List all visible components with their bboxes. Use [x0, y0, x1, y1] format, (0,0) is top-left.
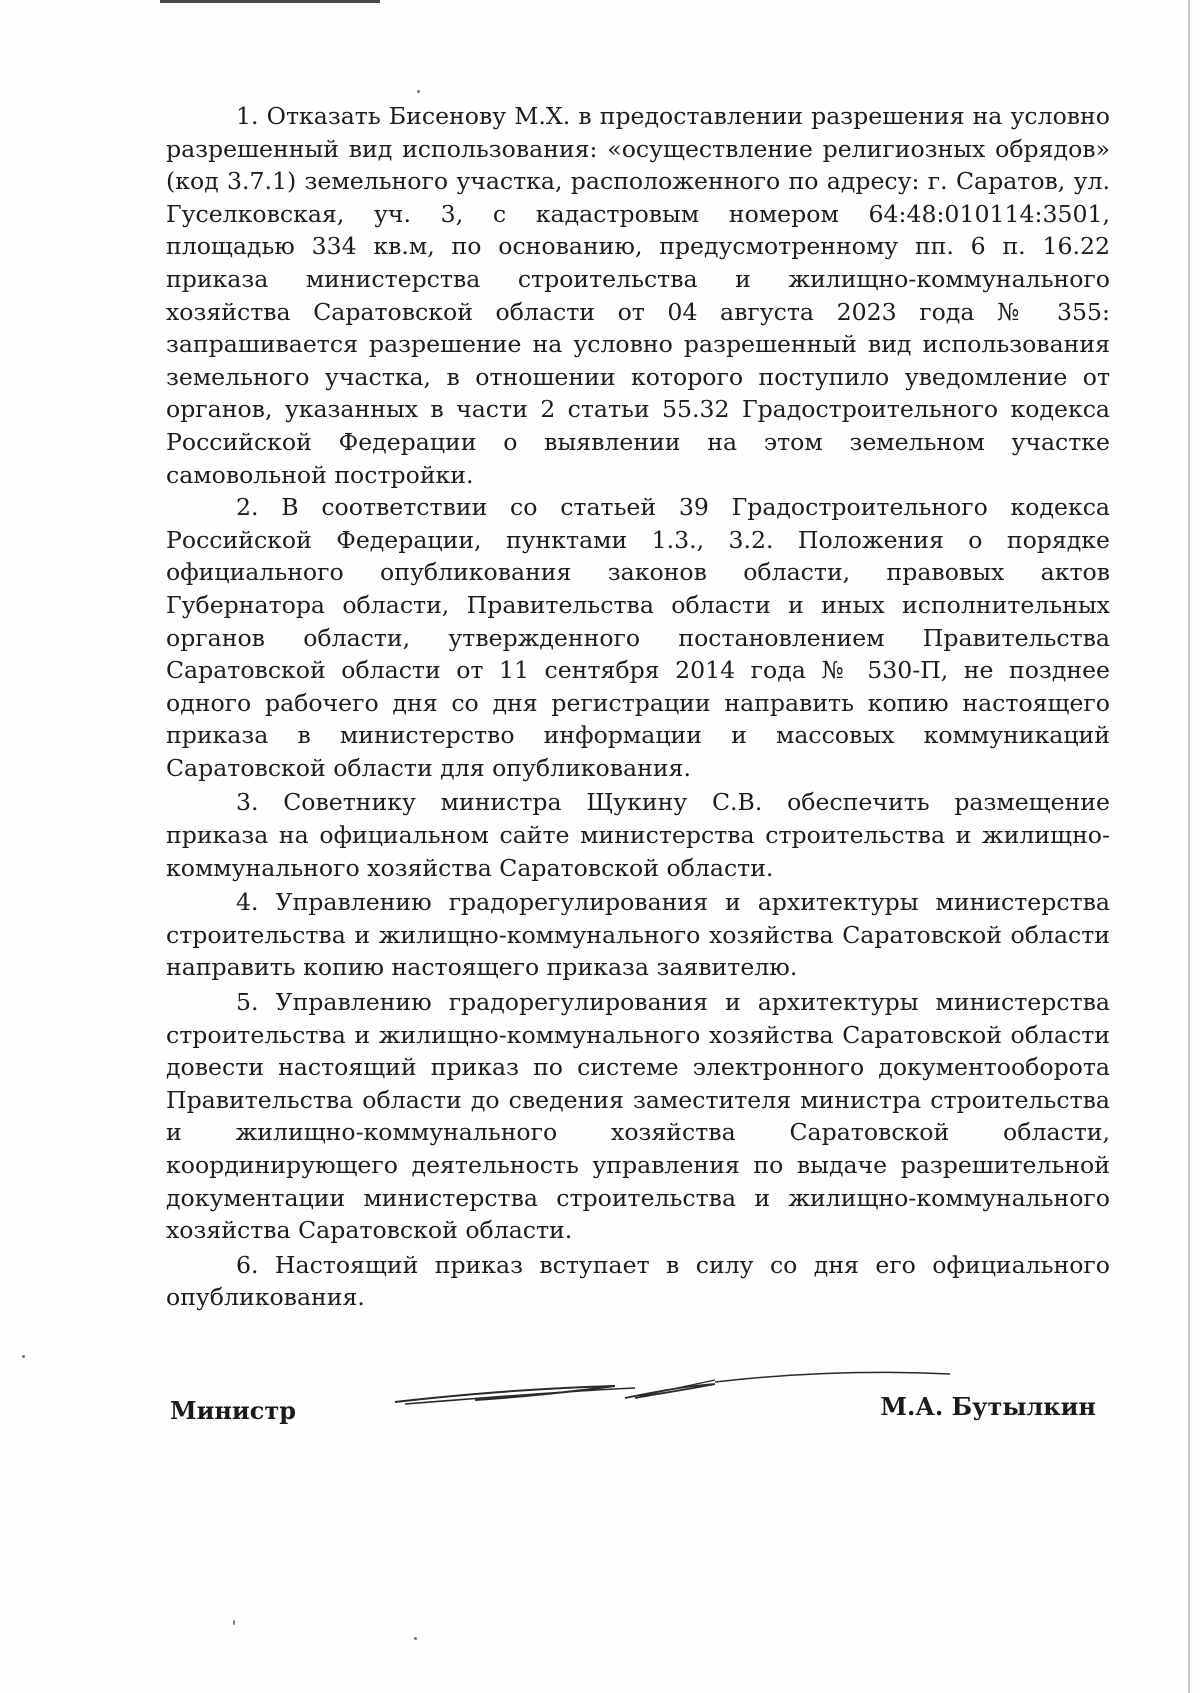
paragraph-3: 3. Советнику министра Щукину С.В. обеспечить размещение приказа на официальном сайте министерства строительства и жилищно-коммунального хозяйства Саратовской области.	[166, 788, 1110, 882]
paragraph-4: 4. Управлению градорегулирования и архитектуры министерства строительства и жилищно-коммунального хозяйства Саратовской области направить копию настоящего приказа заявителю.	[166, 888, 1110, 982]
scan-edge-top	[160, 0, 380, 3]
scan-speck	[417, 90, 420, 93]
document-body	[166, 100, 1110, 1314]
paragraph-6: 6. Настоящий приказ вступает в силу со дня его официального опубликования.	[166, 1250, 1110, 1312]
scan-speck	[414, 1637, 417, 1640]
paragraph-1: 1. Отказать Бисенову М.Х. в предоставлении разрешения на условно разрешенный вид использования: «осуществление религиозных обрядов» (код 3.7.1) земельного участка, расположенного по адресу: г. Саратов, ул. Гуселковская, уч. 3, с кадастровым номером 64:48:010114:3501, площадью 334 кв.м, по основанию, предусмотренному пп. 6 п. 16.22 приказа министерства строительства и жилищно-коммунального хозяйства Саратовской области от 04 августа 2023 года № 355: запрашивается разрешение на условно разрешенный вид использования земельного участка, в отношении которого поступило уведомление от органов, указанных в части 2 статьи 55.32 Градостроительного кодекса Российской Федерации о выявлении на этом земельном участке самовольной постройки.	[166, 102, 1110, 489]
paragraph-5: 5. Управлению градорегулирования и архитектуры министерства строительства и жилищно-коммунального хозяйства Саратовской области довести настоящий приказ по системе электронного документооборота Правительства области до сведения заместителя министра строительства и жилищно-коммунального хозяйства Саратовской области, координирующего деятельность управления по выдаче разрешительной документации министерства строительства и жилищно-коммунального хозяйства Саратовской области.	[166, 988, 1110, 1245]
scan-speck	[233, 1620, 235, 1625]
scan-speck	[22, 1355, 25, 1358]
signatory-name: М.А. Бутылкин	[880, 1392, 1096, 1421]
handwritten-signature	[385, 1350, 965, 1420]
signatory-title: Министр	[170, 1396, 296, 1425]
paragraph-2: 2. В соответствии со статьей 39 Градостроительного кодекса Российской Федерации, пунктами 1.3., 3.2. Положения о порядке официального опубликования законов области, правовых актов Губернатора области, Правительства области и иных исполнительных органов области, утвержденного постановлением Правительства Саратовской области от 11 сентября 2014 года № 530-П, не позднее одного рабочего дня со дня регистрации направить копию настоящего приказа в министерство информации и массовых коммуникаций Саратовской области для опубликования.	[166, 493, 1110, 782]
scan-edge-right	[1188, 0, 1190, 1693]
